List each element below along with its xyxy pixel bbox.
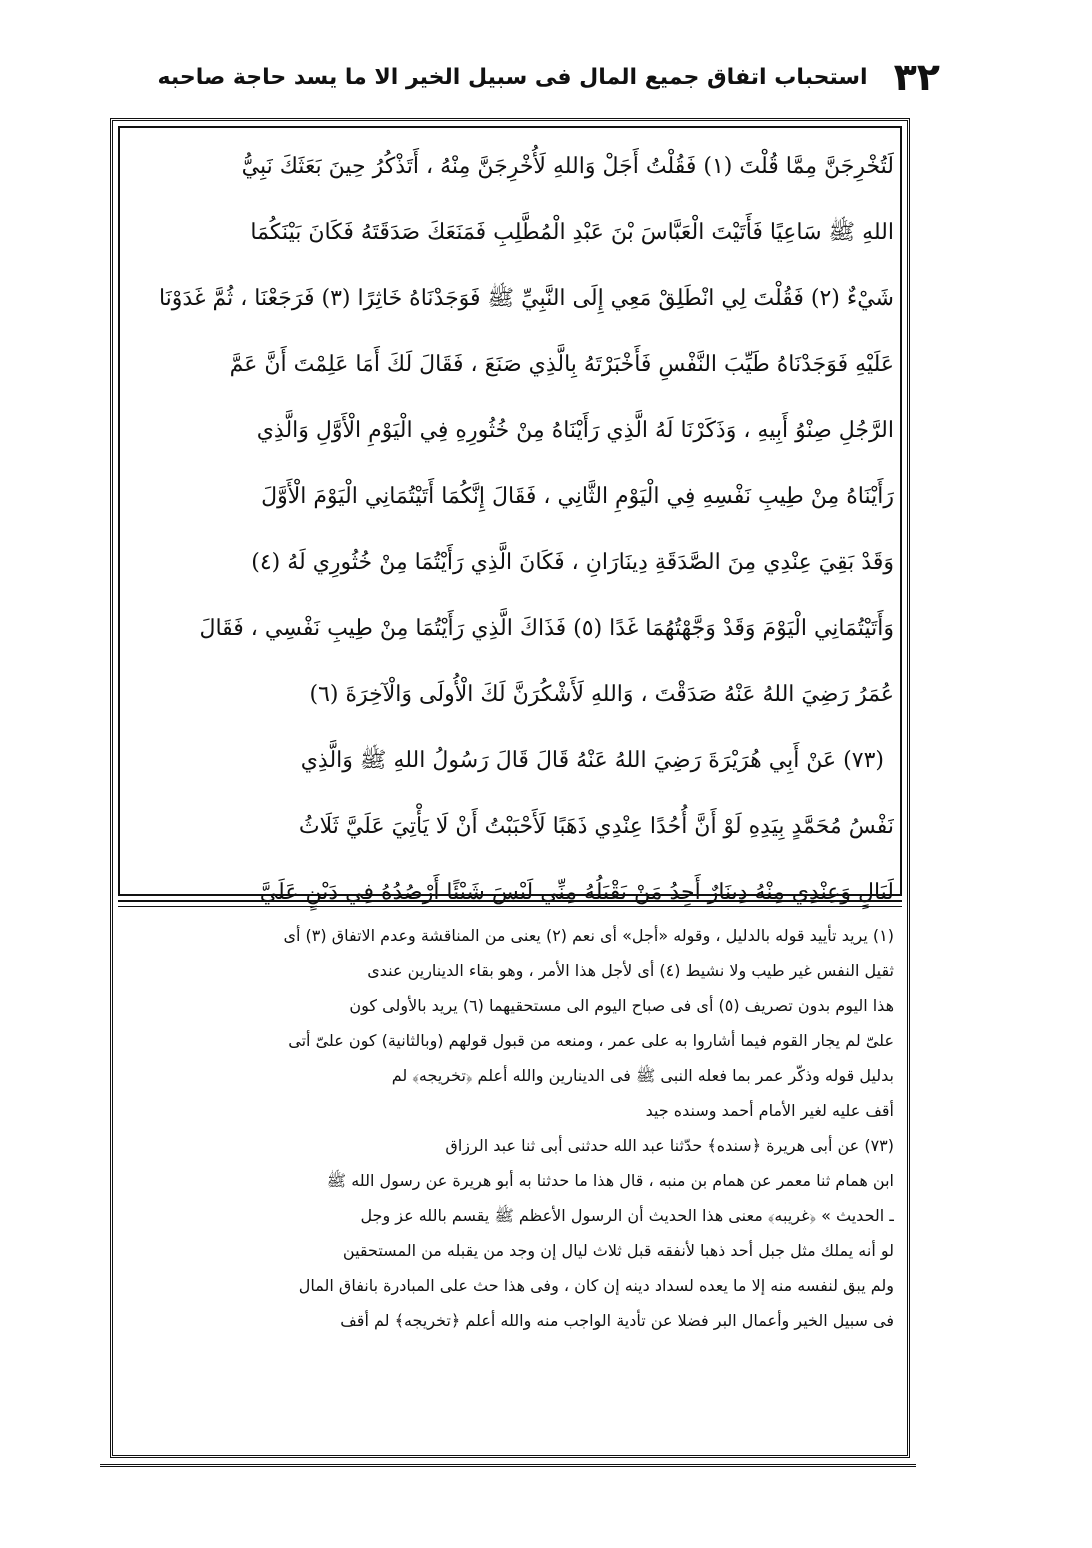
page-header [157, 52, 940, 102]
text-line: الرَّجُلِ صِنْوُ أَبِيهِ ، وَذَكَرْنَا لَهُ الَّذِي رَأَيْنَاهُ مِنْ خُثُورِهِ فِي الْيَوْمِ الْأَوَّلِ وَالَّذِي [256, 418, 894, 443]
bottom-rule [100, 1464, 916, 1467]
footnote-divider-inner [118, 906, 902, 907]
footnote-line: علىّ لم يجار القوم فيما أشاروا به على عمر ، ومنعه من قبول قولهم (وبالثانية) كون علىّ أتى [288, 1031, 894, 1050]
footnote-divider [118, 900, 902, 902]
footnote-line: ابن همام ثنا معمر عن همام بن منبه ، قال هذا ما حدثنا به أبو هريرة عن رسول الله ﷺ [326, 1171, 894, 1190]
text-line: اللهِ ﷺ سَاعِيًا فَأَتَيْتَ الْعَبَّاسَ بْنَ عَبْدِ الْمُطَّلِبِ فَمَنَعَكَ صَدَقَتَهُ فَكَانَ بَيْنَكُمَا [250, 220, 894, 245]
footnotes [126, 918, 894, 1338]
text-line: عُمَرُ رَضِيَ اللهُ عَنْهُ صَدَقْتَ ، وَاللهِ لَأَشْكُرَنَّ لَكَ الْأُولَى وَالْآخِرَةَ (٦) [309, 682, 894, 707]
footnote-line: (٧٣) عن أبى هريرة ﴿سنده﴾ حدّثنا عبد الله حدثنى أبى ثنا عبد الرزاق [445, 1136, 894, 1155]
footnote-line: فى سبيل الخير وأعمال البر فضلا عن تأدية الواجب منه والله أعلم ﴿تخريجه﴾ لم أقف [340, 1311, 894, 1330]
footnote-line: بدليل قوله وذكّر عمر بما فعله النبى ﷺ فى الدينارين والله أعلم ﴿تخريجه﴾ لم [391, 1066, 894, 1085]
footnote-line: ثقيل النفس غير طيب ولا نشيط (٤) أى لأجل هذا الأمر ، وهو بقاء الدينارين عندى [367, 961, 894, 980]
footnote-line: لو أنه يملك مثل جبل أحد ذهبا لأنفقه قبل ثلاث ليال إن وجد من يقبله من المستحقين [342, 1241, 894, 1260]
hadith-73-line: (٧٣) عَنْ أَبِي هُرَيْرَةَ رَضِيَ اللهُ عَنْهُ قَالَ قَالَ رَسُولُ اللهِ ﷺ وَالَّذِي [300, 748, 884, 773]
footnote-line: ـ الحديث » ﴿غريبه﴾ معنى هذا الحديث أن الرسول الأعظم ﷺ يقسم بالله عز وجل [360, 1206, 894, 1225]
footnote-line: أقف عليه لغير الأمام أحمد وسنده جيد [645, 1101, 894, 1120]
page-number: ٣٢ [893, 55, 940, 99]
text-line: لَتُخْرِجَنَّ مِمَّا قُلْتَ (١) فَقُلْتُ أَجَلْ وَاللهِ لَأُخْرِجَنَّ مِنْهُ ، أَتَذْكُرُ حِينَ بَعَثَكَ نَبِيُّ [241, 154, 894, 179]
text-line: وَأَتَيْتُمَانِي الْيَوْمَ وَقَدْ وَجَّهْتُهُمَا غَدًا (٥) فَذَاكَ الَّذِي رَأَيْتُمَا مِنْ طِيبِ نَفْسِي ، فَقَالَ [199, 616, 894, 641]
text-line: نَفْسُ مُحَمَّدٍ بِيَدِهِ لَوْ أَنَّ أُحُدًا عِنْدِي ذَهَبًا لَأَحْبَبْتُ أَنْ لَا يَأْتِيَ عَلَيَّ ثَلَاثُ [298, 814, 894, 839]
hadith-text [126, 134, 894, 926]
text-line: لَيَالٍ وَعِنْدِي مِنْهُ دِينَارٌ أَجِدُ مَنْ يَقْبَلُهُ مِنِّي لَيْسَ شَيْئًا أَرْصُدُهُ فِي دَيْنٍ عَلَيَّ [259, 880, 894, 905]
running-title: استحباب اتفاق جميع المال فى سبيل الخير الا ما يسد حاجة صاحبه [157, 64, 868, 90]
text-line: رَأَيْنَاهُ مِنْ طِيبِ نَفْسِهِ فِي الْيَوْمِ الثَّانِي ، فَقَالَ إِنَّكُمَا أَتَيْتُمَانِي الْيَوْمَ الْأَوَّلَ [261, 484, 894, 509]
footnote-line: (١) يريد تأييد قوله بالدليل ، وقوله «أجل» أى نعم (٢) يعنى من المناقشة وعدم الاتفاق (٣) أى [283, 926, 894, 945]
footnote-line: ولم يبق لنفسه منه إلا ما يعده لسداد دينه إن كان ، وفى هذا حث على المبادرة بانفاق المال [298, 1276, 894, 1295]
text-line: عَلَيْهِ فَوَجَدْنَاهُ طَيِّبَ النَّفْسِ فَأَخْبَرْتَهُ بِالَّذِي صَنَعَ ، فَقَالَ لَكَ أَمَا عَلِمْتَ أَنَّ عَمَّ [229, 352, 894, 377]
footnote-line: هذا اليوم بدون تصريف (٥) أى فى صباح اليوم الى مستحقيهما (٦) يريد بالأولى كون [349, 996, 894, 1015]
text-line: شَيْءٌ (٢) فَقُلْتَ لِي انْطَلِقْ مَعِي إِلَى النَّبِيِّ ﷺ فَوَجَدْنَاهُ خَاثِرًا (٣) فَرَجَعْنَا ، ثُمَّ غَدَوْنَا [158, 286, 894, 311]
text-line: وَقَدْ بَقِيَ عِنْدِي مِنَ الصَّدَقَةِ دِينَارَانِ ، فَكَانَ الَّذِي رَأَيْتُمَا مِنْ خُثُورِي لَهُ (٤) [251, 550, 894, 575]
